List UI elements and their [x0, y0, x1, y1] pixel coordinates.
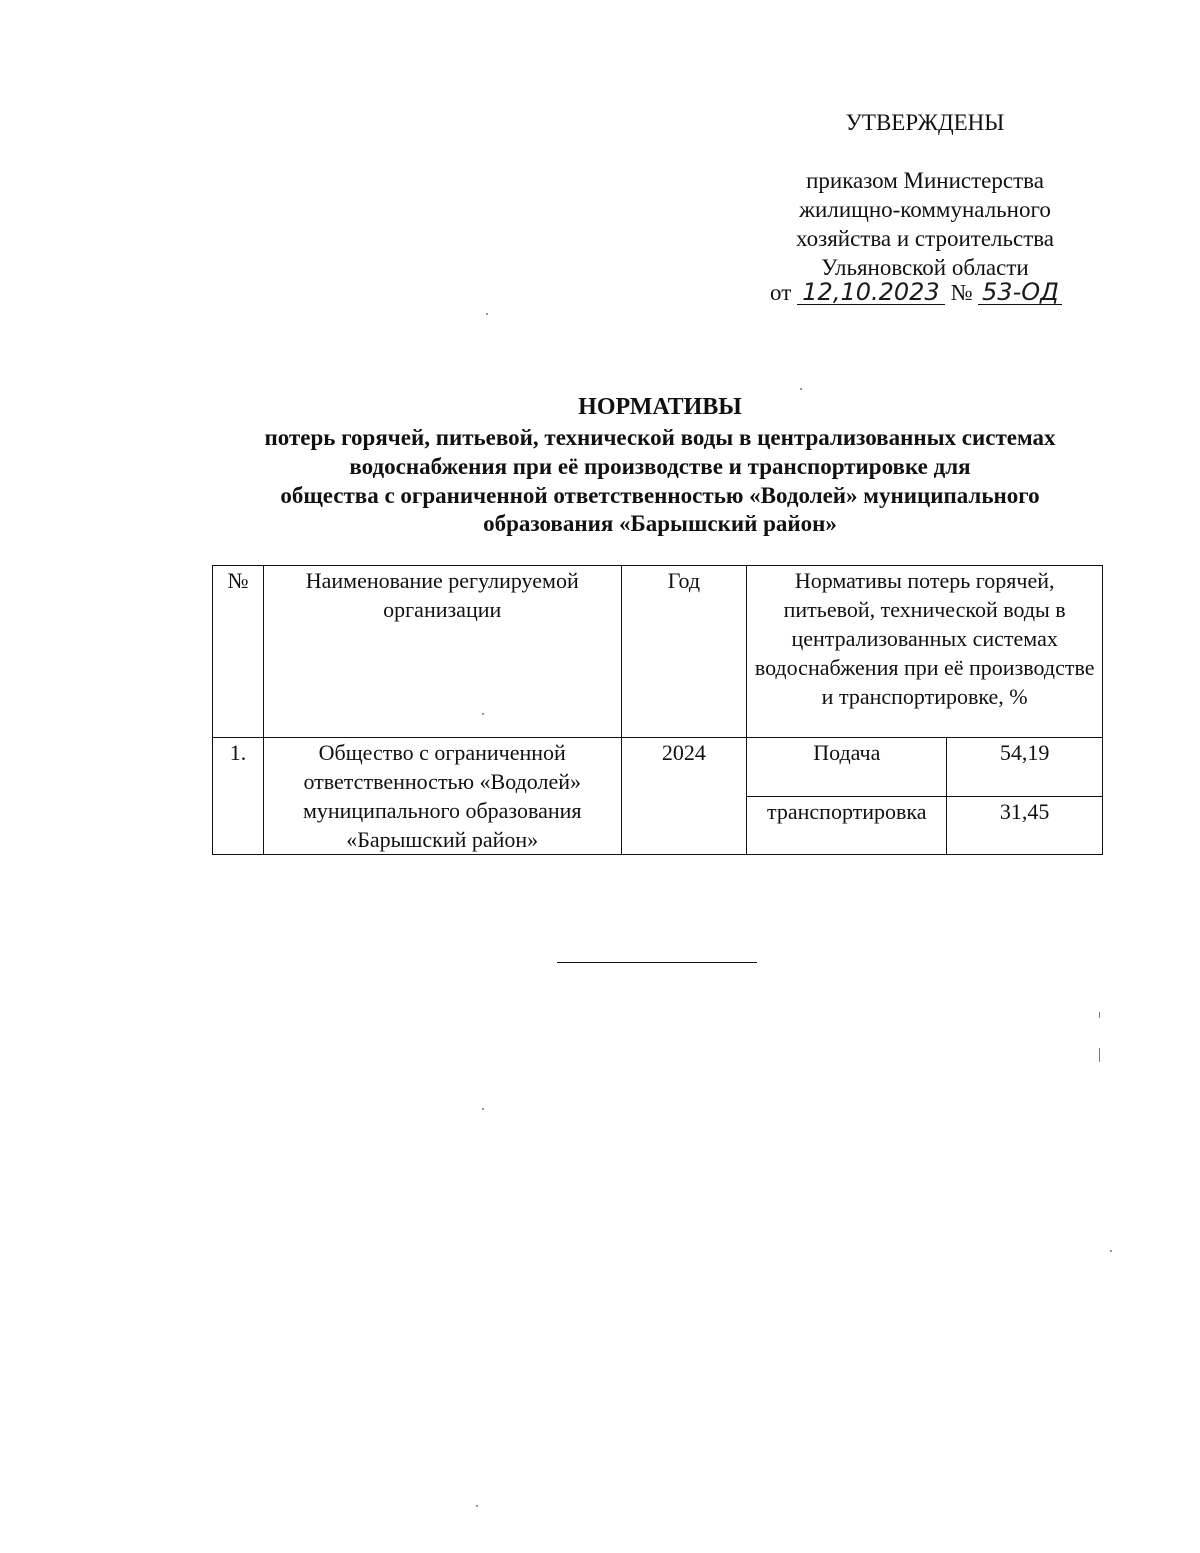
table-header-row [213, 566, 1103, 738]
row-organization: Общество с ограниченной ответственностью «Водолей» муниципального образования «Барышский район» [263, 738, 621, 855]
scan-speck [476, 1505, 478, 1507]
handwritten-date: 12,10.2023 [797, 280, 945, 305]
row-year: 2024 [621, 738, 747, 855]
document-subtitle-line: водоснабжения при её производстве и транспортировке для [349, 454, 971, 479]
scan-speck [1110, 1250, 1112, 1252]
item-value: 54,19 [947, 738, 1103, 797]
header-num: № [213, 566, 264, 738]
separator-line [557, 962, 757, 963]
scan-speck [482, 1108, 484, 1110]
approval-line: жилищно-коммунального [799, 197, 1051, 222]
scan-speck [1099, 1048, 1100, 1062]
norms-table [212, 565, 1103, 855]
approval-line: приказом Министерства [806, 168, 1044, 193]
header-year: Год [621, 566, 747, 738]
document-subtitle-line: общества с ограниченной ответственностью «Водолей» муниципального [280, 483, 1040, 508]
scan-speck [482, 713, 484, 715]
item-value: 31,45 [947, 797, 1103, 855]
row-num: 1. [213, 738, 264, 855]
header-organization: Наименование регулируемой организации [263, 566, 621, 738]
document-subtitle-line: потерь горячей, питьевой, технической воды в централизованных системах [264, 425, 1056, 450]
table-row [213, 738, 1103, 797]
approval-heading: УТВЕРЖДЕНЫ [845, 110, 1005, 135]
approval-lines [760, 166, 1090, 282]
document-subtitle-line: образования «Барышский район» [483, 511, 837, 536]
document-title: НОРМАТИВЫ [578, 394, 742, 420]
approval-line: Ульяновской области [821, 255, 1029, 280]
item-label: транспортировка [747, 797, 947, 855]
handwritten-number: 53-ОД [978, 280, 1062, 305]
approval-line: хозяйства и строительства [795, 226, 1055, 251]
approval-date-line [760, 278, 1100, 308]
number-prefix: № [950, 280, 973, 305]
scan-speck [486, 313, 488, 315]
date-prefix: от [770, 280, 792, 305]
header-norms: Нормативы потерь горячей, питьевой, технической воды в централизованных системах водоснабжения при её производстве и транспортировке, % [747, 566, 1103, 738]
scan-speck [1099, 1012, 1100, 1018]
scan-speck [800, 388, 802, 390]
item-label: Подача [747, 738, 947, 797]
